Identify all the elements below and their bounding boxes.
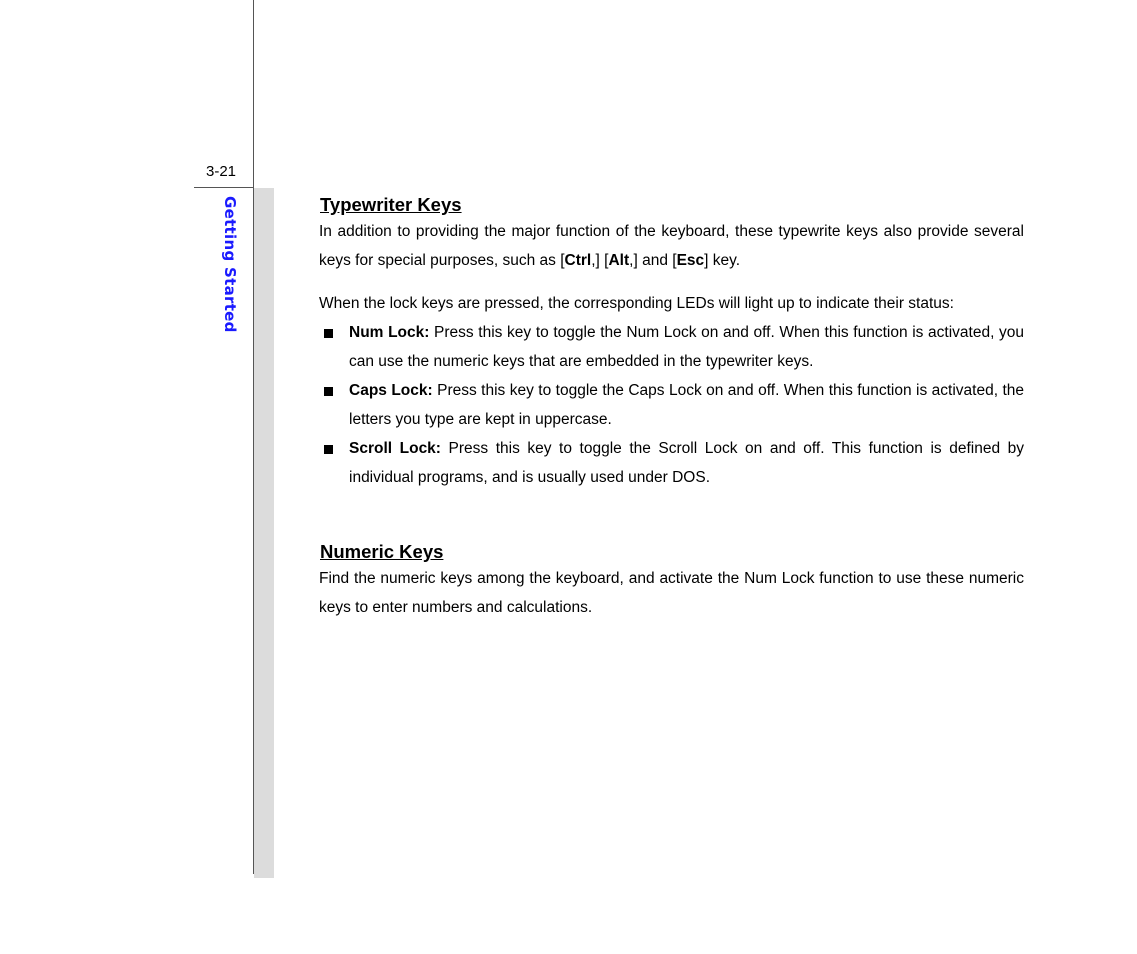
section-numeric-keys (319, 540, 1024, 622)
margin-gray-bar (254, 188, 274, 878)
main-content (319, 193, 1024, 622)
typewriter-intro-paragraph (319, 217, 1024, 275)
square-bullet-icon (324, 387, 333, 396)
bullet-term: Num Lock: (349, 324, 430, 341)
bullet-text: Press this key to toggle the Caps Lock on and off. When this function is activated, the letters you type are kept in uppercase. (349, 382, 1024, 428)
page-number-underline (194, 187, 254, 188)
bullet-text: Press this key to toggle the Num Lock on and off. When this function is activated, you can use the numeric keys that are embedded in the typewriter keys. (349, 324, 1025, 370)
bullet-term: Caps Lock: (349, 382, 433, 399)
chapter-side-title: Getting Started (221, 196, 239, 333)
key-alt: Alt (608, 252, 630, 269)
intro-text-end: ] key. (704, 252, 741, 269)
square-bullet-icon (324, 445, 333, 454)
list-item-caps-lock (319, 376, 1024, 434)
page-number: 3-21 (206, 163, 237, 180)
section-title-typewriter-keys: Typewriter Keys (320, 194, 462, 215)
list-item-scroll-lock (319, 434, 1024, 492)
list-item-num-lock (319, 318, 1024, 376)
section-typewriter-keys (319, 193, 1024, 492)
square-bullet-icon (324, 329, 333, 338)
bullet-term: Scroll Lock: (349, 440, 441, 457)
lock-keys-intro: When the lock keys are pressed, the corresponding LEDs will light up to indicate their status: (319, 295, 954, 312)
lock-keys-list (319, 318, 1024, 492)
numeric-keys-paragraph: Find the numeric keys among the keyboard, and activate the Num Lock function to use these numeric keys to enter numbers and calculations. (319, 570, 1024, 616)
intro-separator-2: ,] and [ (629, 252, 677, 269)
section-title-numeric-keys: Numeric Keys (320, 541, 444, 562)
bullet-text: Press this key to toggle the Scroll Lock on and off. This function is defined by individual programs, and is usually used under DOS. (349, 440, 1024, 486)
key-esc: Esc (676, 252, 705, 269)
key-ctrl: Ctrl (564, 252, 592, 269)
intro-separator-1: ,] [ (591, 252, 609, 269)
intro-text-start: In addition to providing the major function of the keyboard, these typewrite keys also provide several keys for special purposes, such as [ (319, 223, 1024, 269)
